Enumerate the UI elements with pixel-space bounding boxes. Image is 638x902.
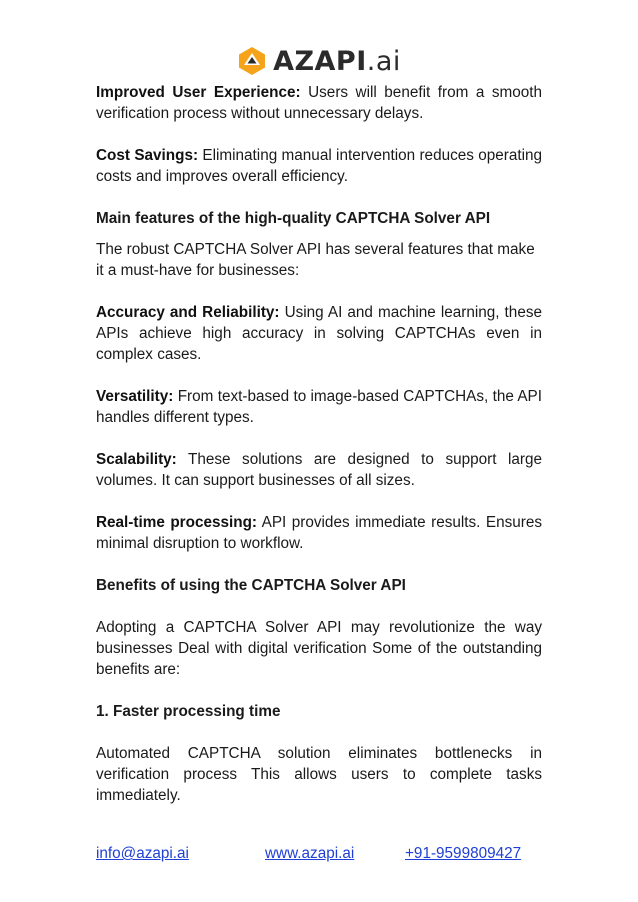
lead-versatility: Versatility: [96,388,174,405]
heading-faster-processing: 1. Faster processing time [96,703,281,720]
azapi-logo-icon [237,46,267,76]
paragraph-benefits-intro: Adopting a CAPTCHA Solver API may revolutionize the way businesses Deal with digital verification Some of the outstanding benefits are: [96,619,542,678]
lead-scalability: Scalability: [96,451,177,468]
text-cost-savings: Eliminating manual intervention reduces operating costs and improves overall efficiency. [96,147,542,185]
footer-email-link[interactable]: info@azapi.ai [96,845,189,862]
footer-phone-link[interactable]: +91-9599809427 [405,845,522,862]
lead-cost-savings: Cost Savings: [96,147,199,164]
text-realtime: API provides immediate results. Ensures minimal disruption to workflow. [96,514,542,552]
heading-benefits: Benefits of using the CAPTCHA Solver API [96,577,406,594]
text-improved-ux: Users will benefit from a smooth verification process without unnecessary delays. [96,84,543,122]
paragraph-improved-ux [96,82,542,124]
brand-logo [0,44,638,78]
paragraph-cost-savings [96,145,542,187]
lead-realtime: Real-time processing: [96,514,258,531]
document-body [96,82,542,827]
lead-improved-ux: Improved User Experience: [96,84,301,101]
heading-main-features: Main features of the high-quality CAPTCHA Solver API [96,210,491,227]
text-scalability: These solutions are designed to support large volumes. It can support businesses of all sizes. [96,451,542,489]
paragraph-features-intro: The robust CAPTCHA Solver API has several features that make it a must-have for businesses: [96,241,535,279]
lead-accuracy: Accuracy and Reliability: [96,304,280,321]
paragraph-faster-processing: Automated CAPTCHA solution eliminates bottlenecks in verification process This allows users to complete tasks immediately. [96,745,542,804]
paragraph-realtime [96,512,542,554]
paragraph-scalability [96,449,542,491]
paragraph-versatility [96,386,542,428]
footer-website-link[interactable]: www.azapi.ai [265,845,355,862]
logo-wordmark: AZAPI.ai [273,45,401,77]
text-accuracy: Using AI and machine learning, these APIs achieve high accuracy in solving CAPTCHAs even in complex cases. [96,304,542,363]
paragraph-accuracy [96,302,542,365]
text-versatility: From text-based to image-based CAPTCHAs, the API handles different types. [96,388,542,426]
